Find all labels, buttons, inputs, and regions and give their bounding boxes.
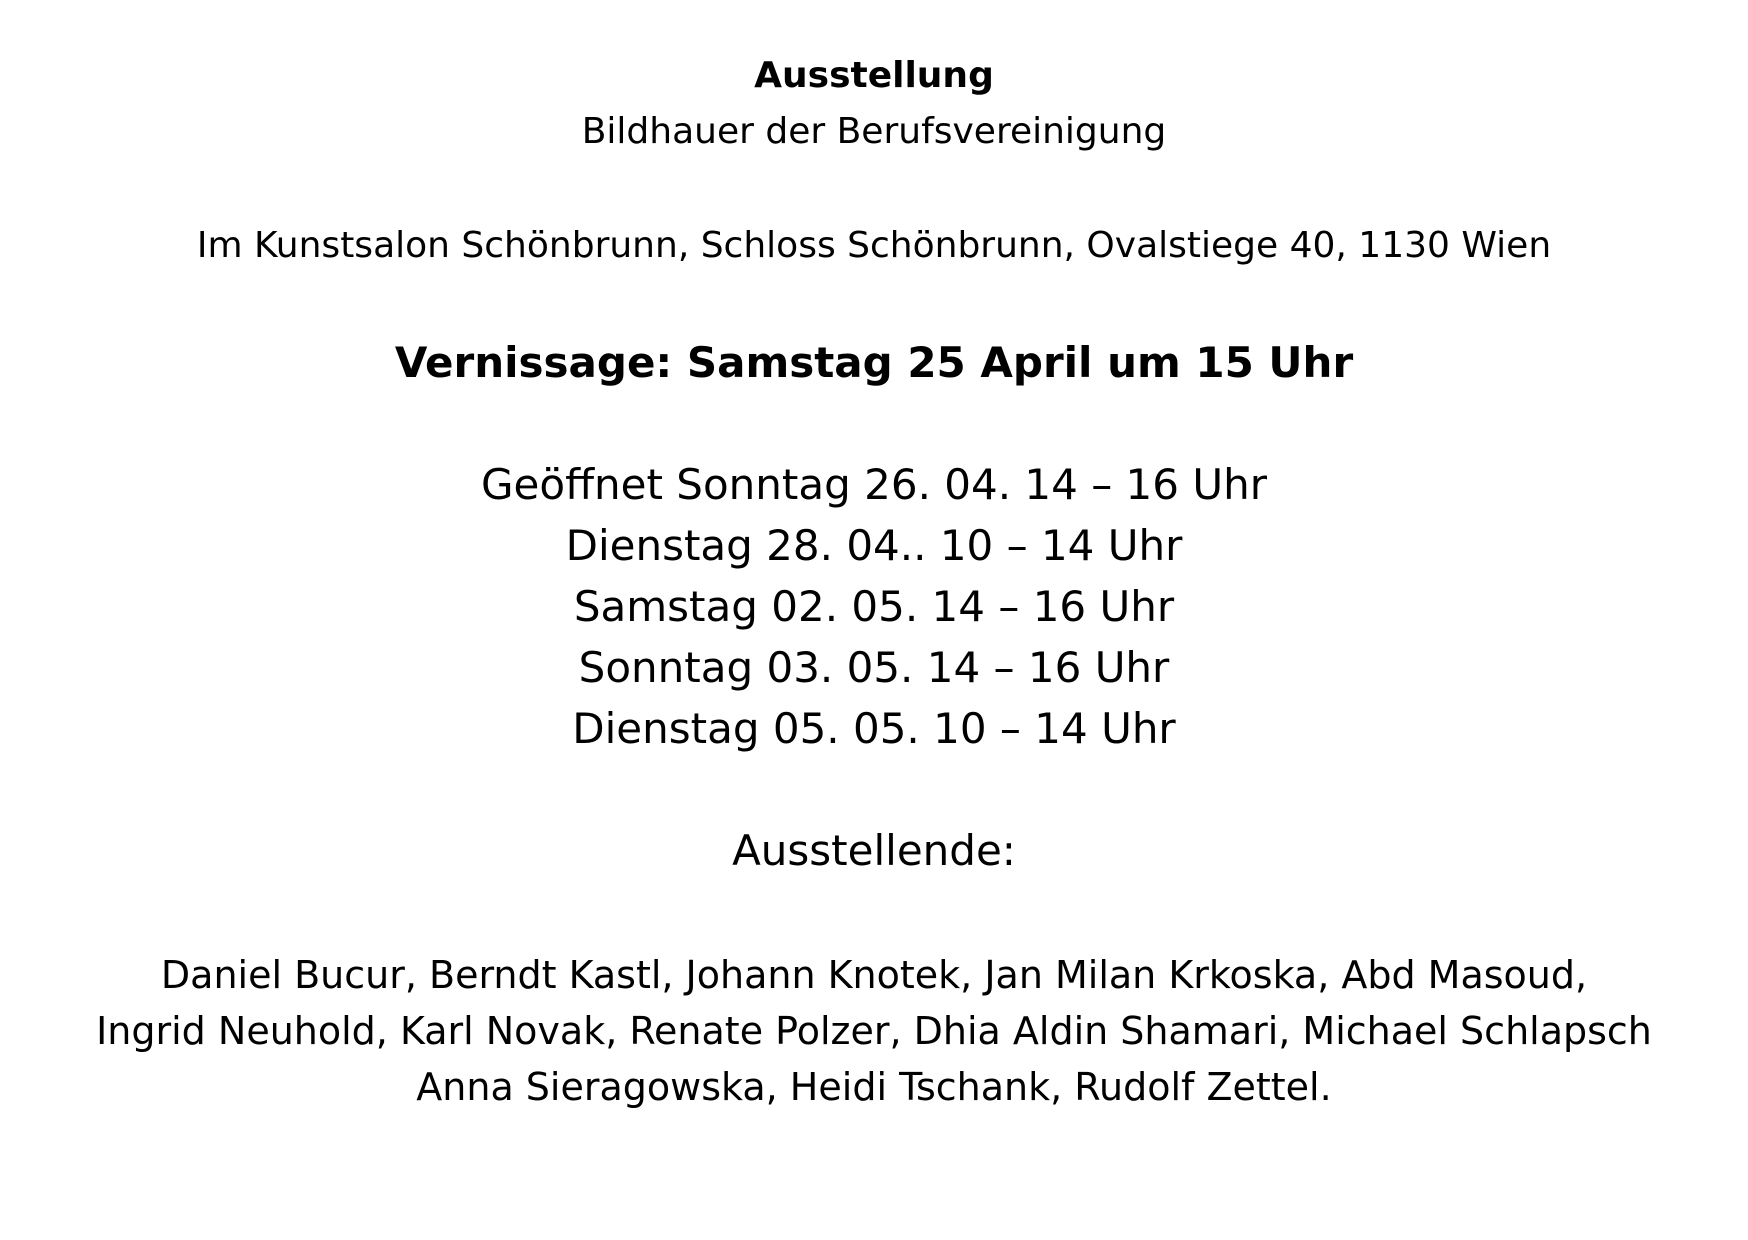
opening-hours-item: Sonntag 03. 05. 14 – 16 Uhr <box>578 643 1170 692</box>
exhibitors-line: Daniel Bucur, Berndt Kastl, Johann Knotek, Jan Milan Krkoska, Abd Masoud, <box>160 953 1588 997</box>
opening-hours-item: Geöffnet Sonntag 26. 04. 14 – 16 Uhr <box>481 460 1267 509</box>
exhibitors-line: Ingrid Neuhold, Karl Novak, Renate Polzer, Dhia Aldin Shamari, Michael Schlapsch <box>96 1009 1652 1053</box>
document-title: Ausstellung <box>754 55 994 96</box>
exhibitors-line: Anna Sieragowska, Heidi Tschank, Rudolf Zettel. <box>416 1065 1332 1109</box>
exhibitors-list <box>0 947 1748 1115</box>
exhibitors-heading: Ausstellende: <box>732 826 1016 875</box>
opening-hours-item: Dienstag 28. 04.. 10 – 14 Uhr <box>565 521 1183 570</box>
opening-hours-list <box>0 454 1748 759</box>
venue-address: Im Kunstsalon Schönbrunn, Schloss Schönbrunn, Ovalstiege 40, 1130 Wien <box>196 225 1552 266</box>
document-subtitle: Bildhauer der Berufsvereinigung <box>581 111 1167 152</box>
opening-hours-item: Dienstag 05. 05. 10 – 14 Uhr <box>572 704 1176 753</box>
opening-hours-item: Samstag 02. 05. 14 – 16 Uhr <box>573 582 1175 631</box>
vernissage-date: Vernissage: Samstag 25 April um 15 Uhr <box>394 338 1354 387</box>
